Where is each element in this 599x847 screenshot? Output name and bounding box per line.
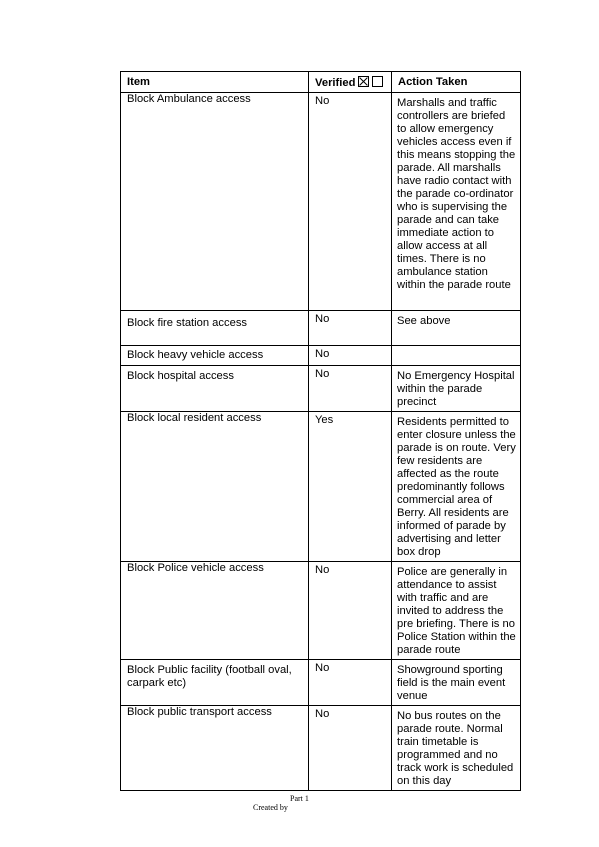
verified-cell: No — [309, 660, 392, 706]
table-row — [121, 93, 521, 311]
item-cell: Block hospital access — [121, 366, 309, 412]
action-cell — [392, 346, 521, 366]
footer-created-by: Created by — [253, 803, 288, 812]
table-row — [121, 706, 521, 791]
checked-box-icon — [358, 76, 369, 87]
table-row — [121, 660, 521, 706]
table-row — [121, 366, 521, 412]
verification-table — [120, 71, 521, 791]
verified-cell: No — [309, 562, 392, 660]
item-cell: Block public transport access — [121, 706, 309, 791]
action-cell: Police are generally in attendance to assist with traffic and are invited to address the pre briefing. There is no Police Station within the parade route — [392, 562, 521, 660]
table-row — [121, 562, 521, 660]
verified-cell: No — [309, 346, 392, 366]
action-cell: No bus routes on the parade route. Normal train timetable is programmed and no track work is scheduled on this day — [392, 706, 521, 791]
table-row — [121, 346, 521, 366]
header-row — [121, 72, 521, 93]
verified-cell: No — [309, 706, 392, 791]
item-cell: Block Ambulance access — [121, 93, 309, 311]
verified-cell: No — [309, 93, 392, 311]
verified-cell: Yes — [309, 412, 392, 562]
action-cell: Residents permitted to enter closure unless the parade is on route. Very few residents are affected as the route predominantly follows commercial area of Berry. All residents are informed of parade by advertising and letter box drop — [392, 412, 521, 562]
footer-part: Part 1 — [290, 794, 309, 803]
item-cell: Block local resident access — [121, 412, 309, 562]
table-row — [121, 311, 521, 346]
verified-cell: No — [309, 311, 392, 346]
action-cell: No Emergency Hospital within the parade precinct — [392, 366, 521, 412]
header-action: Action Taken — [392, 72, 521, 93]
item-cell: Block Police vehicle access — [121, 562, 309, 660]
action-cell: Showground sporting field is the main event venue — [392, 660, 521, 706]
header-verified — [309, 72, 392, 93]
header-verified-label: Verified — [315, 77, 356, 89]
item-cell: Block fire station access — [121, 311, 309, 346]
verified-cell: No — [309, 366, 392, 412]
item-cell: Block Public facility (football oval, carpark etc) — [121, 660, 309, 706]
item-cell: Block heavy vehicle access — [121, 346, 309, 366]
action-cell: See above — [392, 311, 521, 346]
action-cell: Marshalls and traffic controllers are briefed to allow emergency vehicles access even if this means stopping the parade. All marshalls have radio contact with the parade co-ordinator who is supervising the parade and can take immediate action to allow access at all times. There is no ambulance station within the parade route — [392, 93, 521, 311]
header-item: Item — [121, 72, 309, 93]
empty-box-icon — [372, 76, 383, 87]
table-row — [121, 412, 521, 562]
